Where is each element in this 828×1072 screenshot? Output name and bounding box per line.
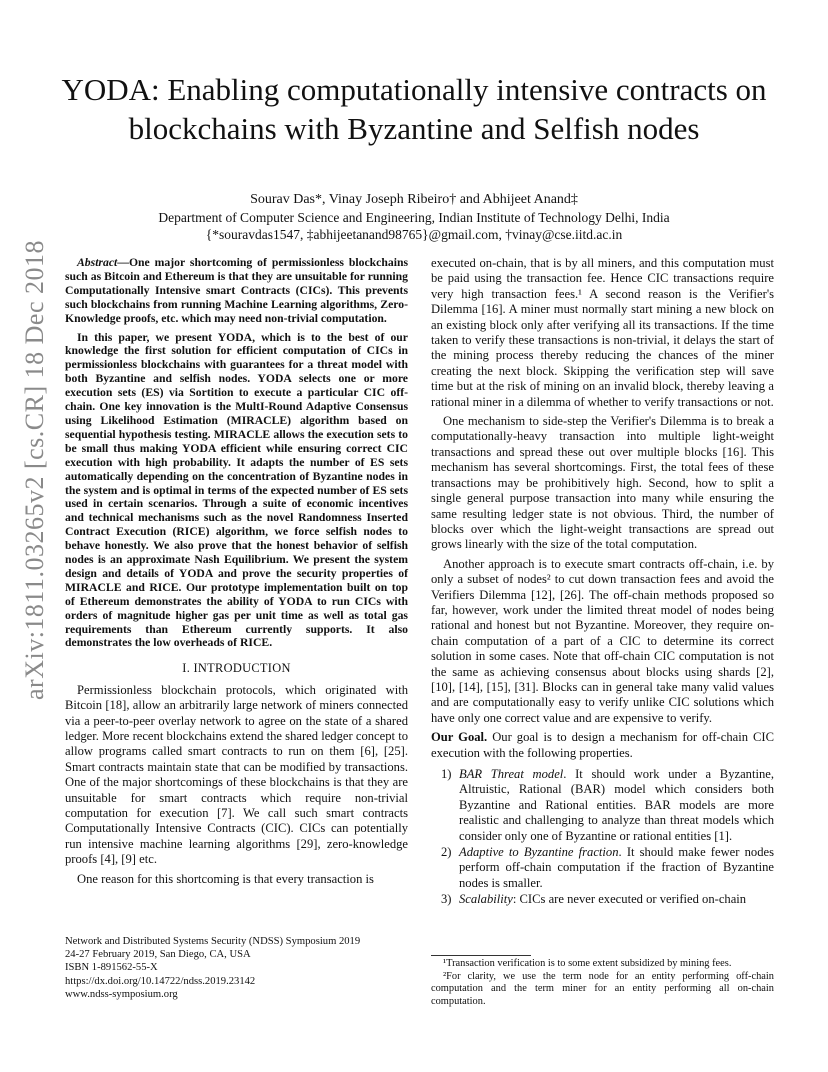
- list-term: Scalability: [459, 892, 513, 907]
- right-paragraph-2: One mechanism to side-step the Verifier's Dilemma is to break a computationally-heavy transaction into multiple light-weight transactions and spread these out over multiple blocks [16]. This mechanism has several shortcomings. First, the total fees of these transactions may be prohibitively high. Second, how to split a single general purpose transaction into many while ensuring the same resulting ledger state is not obvious. Third, the number of blocks over which the light-weight transactions are spread out grows linearly with the size of the total computation.: [431, 414, 774, 552]
- footer-line: Network and Distributed Systems Security (NDSS) Symposium 2019: [65, 936, 361, 947]
- goal-paragraph: [431, 730, 774, 761]
- author-emails: {*souravdas1547, ‡abhijeetanand98765}@gmail.com, †vinay@cse.iitd.ac.in: [205, 227, 623, 242]
- right-paragraph-1: executed on-chain, that is by all miners, and this computation must be paid using the transaction fee. Hence CIC transactions require very high transaction fees.¹ A second reason is the Verifier's Dilemma [16]. A miner must normally start mining a new block on an existing block only after verifying all its transactions. If the time taken to verify these transactions is non-trivial, it delays the start of the mining process thereby reducing the chances of the miner creating the next block. Skipping the verification step will save time but at the risk of mining on an invalid block, thereby leaving a rational miner in a dilemma of whether to verify transactions or not.: [431, 256, 774, 409]
- goal-text: Our goal is to design a mechanism for off-chain CIC execution with the following properties.: [431, 730, 774, 760]
- goal-list-item: [431, 767, 774, 844]
- list-text: . It should work under a Byzantine, Altruistic, Rational (BAR) model which considers both Byzantine and Rational entities. BAR models are more realistic and challenging to analyze than threat models which consider only one of Byzantine or rational entities [1].: [459, 767, 775, 843]
- doi-link[interactable]: https://dx.doi.org/10.14722/ndss.2019.23142: [65, 975, 256, 987]
- list-number: 3): [441, 892, 452, 907]
- list-text: : CICs are never executed or verified on-chain: [512, 892, 747, 907]
- goal-label: Our Goal.: [431, 730, 488, 745]
- abstract-text-1: —One major shortcoming of permissionless blockchains such as Bitcoin and Ethereum is that they are unsuitable for running Computationally Intensive smart Contracts (CICs). This prevents such blockchains from running Machine Learning algorithms, Zero-Knowledge proofs, etc. which may need non-trivial computation.: [65, 256, 408, 325]
- right-column: [431, 256, 774, 908]
- footer-line: 24-27 February 2019, San Diego, CA, USA: [65, 949, 251, 961]
- footnotes: [431, 958, 774, 1008]
- goal-list-item: [431, 892, 774, 907]
- website-link[interactable]: www.ndss-symposium.org: [65, 988, 178, 1000]
- abstract-label: Abstract: [77, 256, 118, 269]
- goal-list-item: [431, 845, 774, 891]
- list-term: Adaptive to Byzantine fraction: [459, 845, 619, 860]
- right-paragraph-3: Another approach is to execute smart contracts off-chain, i.e. by only a subset of nodes² to cut down transaction fees and avoid the Verifiers Dilemma [12], [26]. The off-chain methods proposed so far, however, work under the limited threat model of nodes being rational and honest but not Byzantine. Moreover, they require on-chain computation of a part of a CIC to determine its correct solution in some cases. Note that off-chain CIC computation is not the same as achieving consensus about blocks using shards [2], [10], [14], [15], [31]. Blocks can in general take many valid values and are computationally easy to verify unlike CIC solutions which have only one correct value and are expensive to verify.: [431, 556, 774, 725]
- abstract-paragraph-1: [65, 256, 408, 326]
- footer-line: ISBN 1-891562-55-X: [65, 962, 158, 974]
- arxiv-stamp[interactable]: arXiv:1811.03265v2 [cs.CR] 18 Dec 2018: [20, 240, 49, 700]
- abstract-paragraph-2: In this paper, we present YODA, which is to the best of our knowledge the first solution for efficient computation of CICs in permissionless blockchains with guarantees for a threat model with both Byzantine and selfish nodes. YODA selects one or more execution sets (ES) via Sortition to execute a particular CIC off-chain. One key innovation is the MultI-Round Adaptive Consensus using Likelihood Estimation (MIRACLE) algorithm based on sequential hypothesis testing. MIRACLE allows the execution sets to be small thus making YODA efficient while ensuring correct CIC execution with high probability. It adapts the number of ES sets automatically depending on the concentration of Byzantine nodes in the system and is optimal in terms of the expected number of ES sets used in certain scenarios. Through a suite of economic incentives and technical mechanisms such as the novel Randomness Inserted Contract Execution (RICE) algorithm, we force selfish nodes to behave honestly. We also prove that the honest behavior of selfish nodes is an approximate Nash Equilibrium. We present the system design and details of YODA and prove the security properties of MIRACLE and RICE. Our prototype implementation built on top of Ethereum demonstrates the ability of YODA to run CICs with orders of magnitude higher gas per unit time as well as total gas requirements than Ethereum currently supports. It also demonstrates the low overheads of RICE.: [65, 330, 408, 650]
- author-list: Sourav Das*, Vinay Joseph Ribeiro† and Abhijeet Anand‡: [250, 192, 578, 207]
- footnote-2: ²For clarity, we use the term node for an entity performing off-chain computation and the term miner for an entity performing all on-chain computation.: [431, 970, 774, 1007]
- goal-list: [431, 767, 774, 908]
- affiliation: Department of Computer Science and Engineering, Indian Institute of Technology Delhi, India: [158, 210, 670, 225]
- footnote-1: ¹Transaction verification is to some extent subsidized by mining fees.: [443, 958, 732, 969]
- abstract: [65, 256, 408, 650]
- list-number: 2): [441, 845, 452, 860]
- conference-footer: [65, 935, 395, 1001]
- footnote-divider: [431, 955, 531, 956]
- list-term: BAR Threat model: [459, 767, 564, 781]
- arxiv-sidebar: [20, 240, 50, 700]
- intro-paragraph-2: One reason for this shortcoming is that every transaction is: [77, 871, 374, 886]
- list-text: . It should make fewer nodes perform off-chain computation if the fraction of Byzantine nodes is smaller.: [459, 845, 774, 890]
- left-column: [65, 256, 408, 887]
- list-number: 1): [441, 767, 452, 781]
- paper-title: YODA: Enabling computationally intensive contracts on blockchains with Byzantine and Selfish nodes: [61, 72, 767, 146]
- intro-paragraph-1: Permissionless blockchain protocols, which originated with Bitcoin [18], allow an arbitrarily large network of miners connected via a peer-to-peer overlay network to agree on the state of a shared ledger. More recent blockchains extend the shared ledger concept to allow programs called smart contracts to run on them [6], [25]. Smart contracts maintain state that can be modified by transactions. One of the major shortcomings of these blockchains is that they are unsuitable for smart contracts which require non-trivial computation for execution [7]. We call such smart contracts Computationally Intensive Contracts (CIC). CICs can potentially run intensive machine learning algorithms [29], zero-knowledge proofs [4], [9] etc.: [65, 682, 408, 867]
- section-heading-introduction: I. INTRODUCTION: [182, 661, 291, 676]
